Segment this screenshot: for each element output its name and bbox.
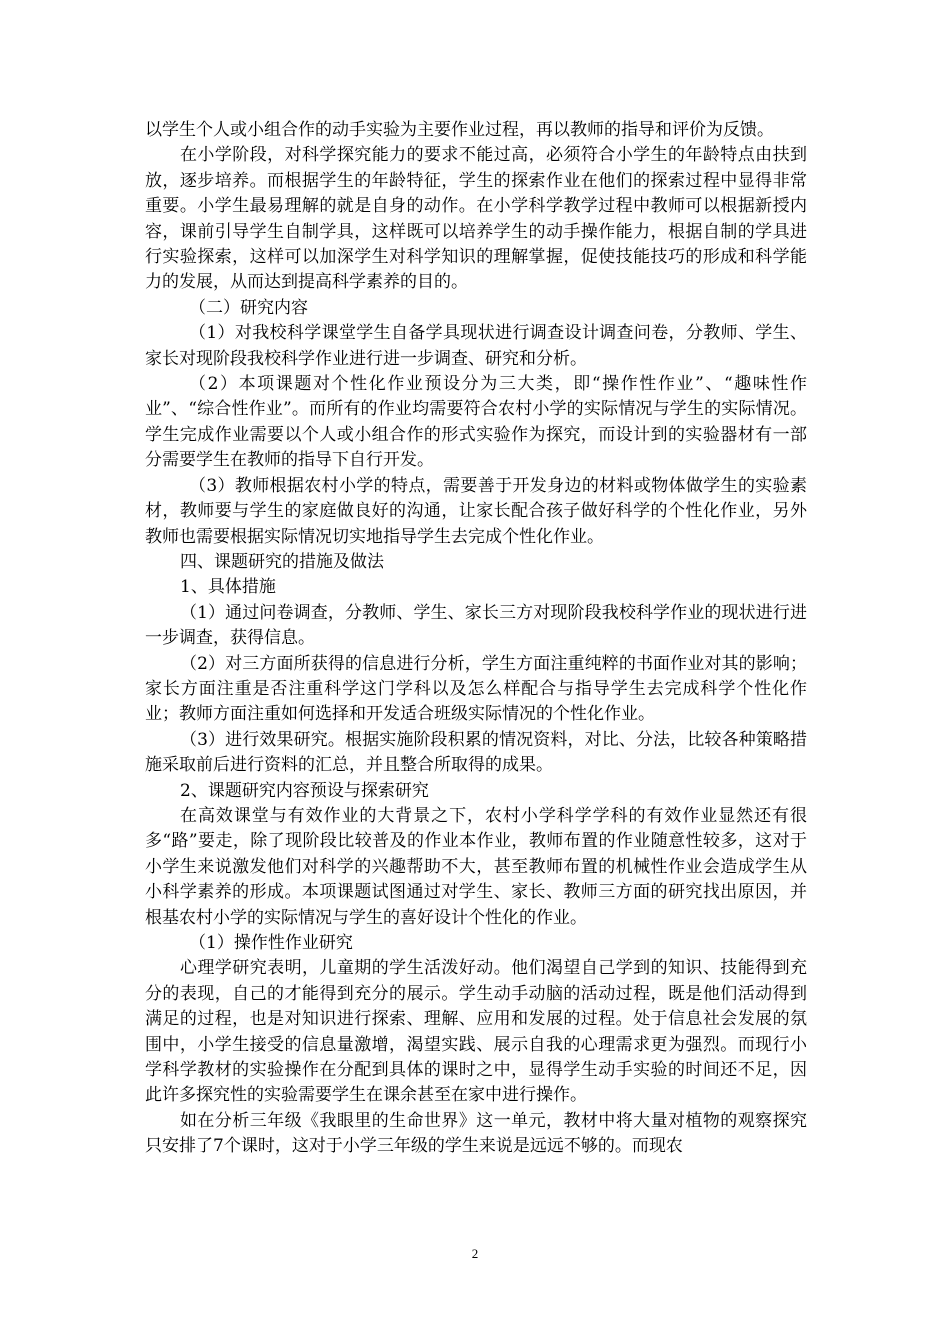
section-heading: （二）研究内容 — [189, 297, 308, 318]
list-item: （2）本项课题对个性化作业预设分为三大类，即“操作性作业”、“趣味性作业”、“综合性作业”。而所有的作业均需要符合农村小学的实际情况与学生的实际情况。学生完成作业需要以个人或小组合作的形式实验作为探究，而设计到的实验器材有一部分需要学生在教师的指导下自行开发。 — [145, 374, 807, 471]
subsection-heading: 1、具体措施 — [180, 577, 276, 598]
list-item: （3）进行效果研究。根据实施阶段积累的情况资料，对比、分法，比较各种策略措施采取前后进行资料的汇总，并且整合所取得的成果。 — [145, 729, 807, 776]
paragraph: 如在分析三年级《我眼里的生命世界》这一单元，教材中将大量对植物的观察探究只安排了7个课时，这对于小学三年级的学生来说是远远不够的。而现农 — [145, 1110, 807, 1157]
document-body — [145, 118, 807, 1160]
paragraph: 在高效课堂与有效作业的大背景之下，农村小学科学学科的有效作业显然还有很多“路”要走，除了现阶段比较普及的作业本作业，教师布置的作业随意性较多，这对于小学生来说激发他们对科学的兴趣帮助不大，甚至教师布置的机械性作业会造成学生从小科学素养的形成。本项课题试图通过对学生、家长、教师三方面的研究找出原因，并根基农村小学的实际情况与学生的喜好设计个性化的作业。 — [145, 805, 807, 928]
list-item: （2）对三方面所获得的信息进行分析，学生方面注重纯粹的书面作业对其的影响；家长方面注重是否注重科学这门学科以及怎么样配合与指导学生去完成科学个性化作业；教师方面注重如何选择和开发适合班级实际情况的个性化作业。 — [145, 653, 807, 725]
subsection-heading: （1）操作性作业研究 — [189, 933, 353, 953]
list-item: （1）对我校科学课堂学生自备学具现状进行调查设计调查问卷，分教师、学生、家长对现阶段我校科学作业进行进一步调查、研究和分析。 — [145, 323, 807, 369]
paragraph: 以学生个人或小组合作的动手实验为主要作业过程，再以教师的指导和评价为反馈。 — [145, 120, 774, 140]
paragraph: 心理学研究表明，儿童期的学生活泼好动。他们渴望自己学到的知识、技能得到充分的表现，自己的才能得到充分的展示。学生动手动脑的活动过程，既是他们活动得到满足的过程，也是对知识进行探索、理解、应用和发展的过程。处于信息社会发展的氛围中，小学生接受的信息量激增，渴望实践、展示自我的心理需求更为强烈。而现行小学科学教材的实验操作在分配到具体的课时之中，显得学生动手实验的时间还不足，因此许多探究性的实验需要学生在课余甚至在家中进行操作。 — [145, 958, 807, 1106]
list-item: （1）通过问卷调查，分教师、学生、家长三方对现阶段我校科学作业的现状进行进一步调查，获得信息。 — [145, 602, 807, 649]
page-number: 2 — [471, 1246, 479, 1261]
section-heading: 四、课题研究的措施及做法 — [180, 551, 384, 572]
subsection-heading: 2、课题研究内容预设与探索研究 — [180, 780, 429, 801]
list-item: （3）教师根据农村小学的特点，需要善于开发身边的材料或物体做学生的实验素材，教师要与学生的家庭做良好的沟通，让家长配合孩子做好科学的个性化作业，另外教师也需要根据实际情况切实地指导学生去完成个性化作业。 — [145, 475, 807, 547]
paragraph: 在小学阶段，对科学探究能力的要求不能过高，必须符合小学生的年龄特点由扶到放，逐步培养。而根据学生的年龄特征，学生的探索作业在他们的探索过程中显得非常重要。小学生最易理解的就是自身的动作。在小学科学教学过程中教师可以根据新授内容，课前引导学生自制学具，这样既可以培养学生的动手操作能力，根据自制的学具进行实验探索，这样可以加深学生对科学知识的理解掌握，促使技能技巧的形成和科学能力的发展，从而达到提高科学素养的目的。 — [145, 145, 807, 293]
